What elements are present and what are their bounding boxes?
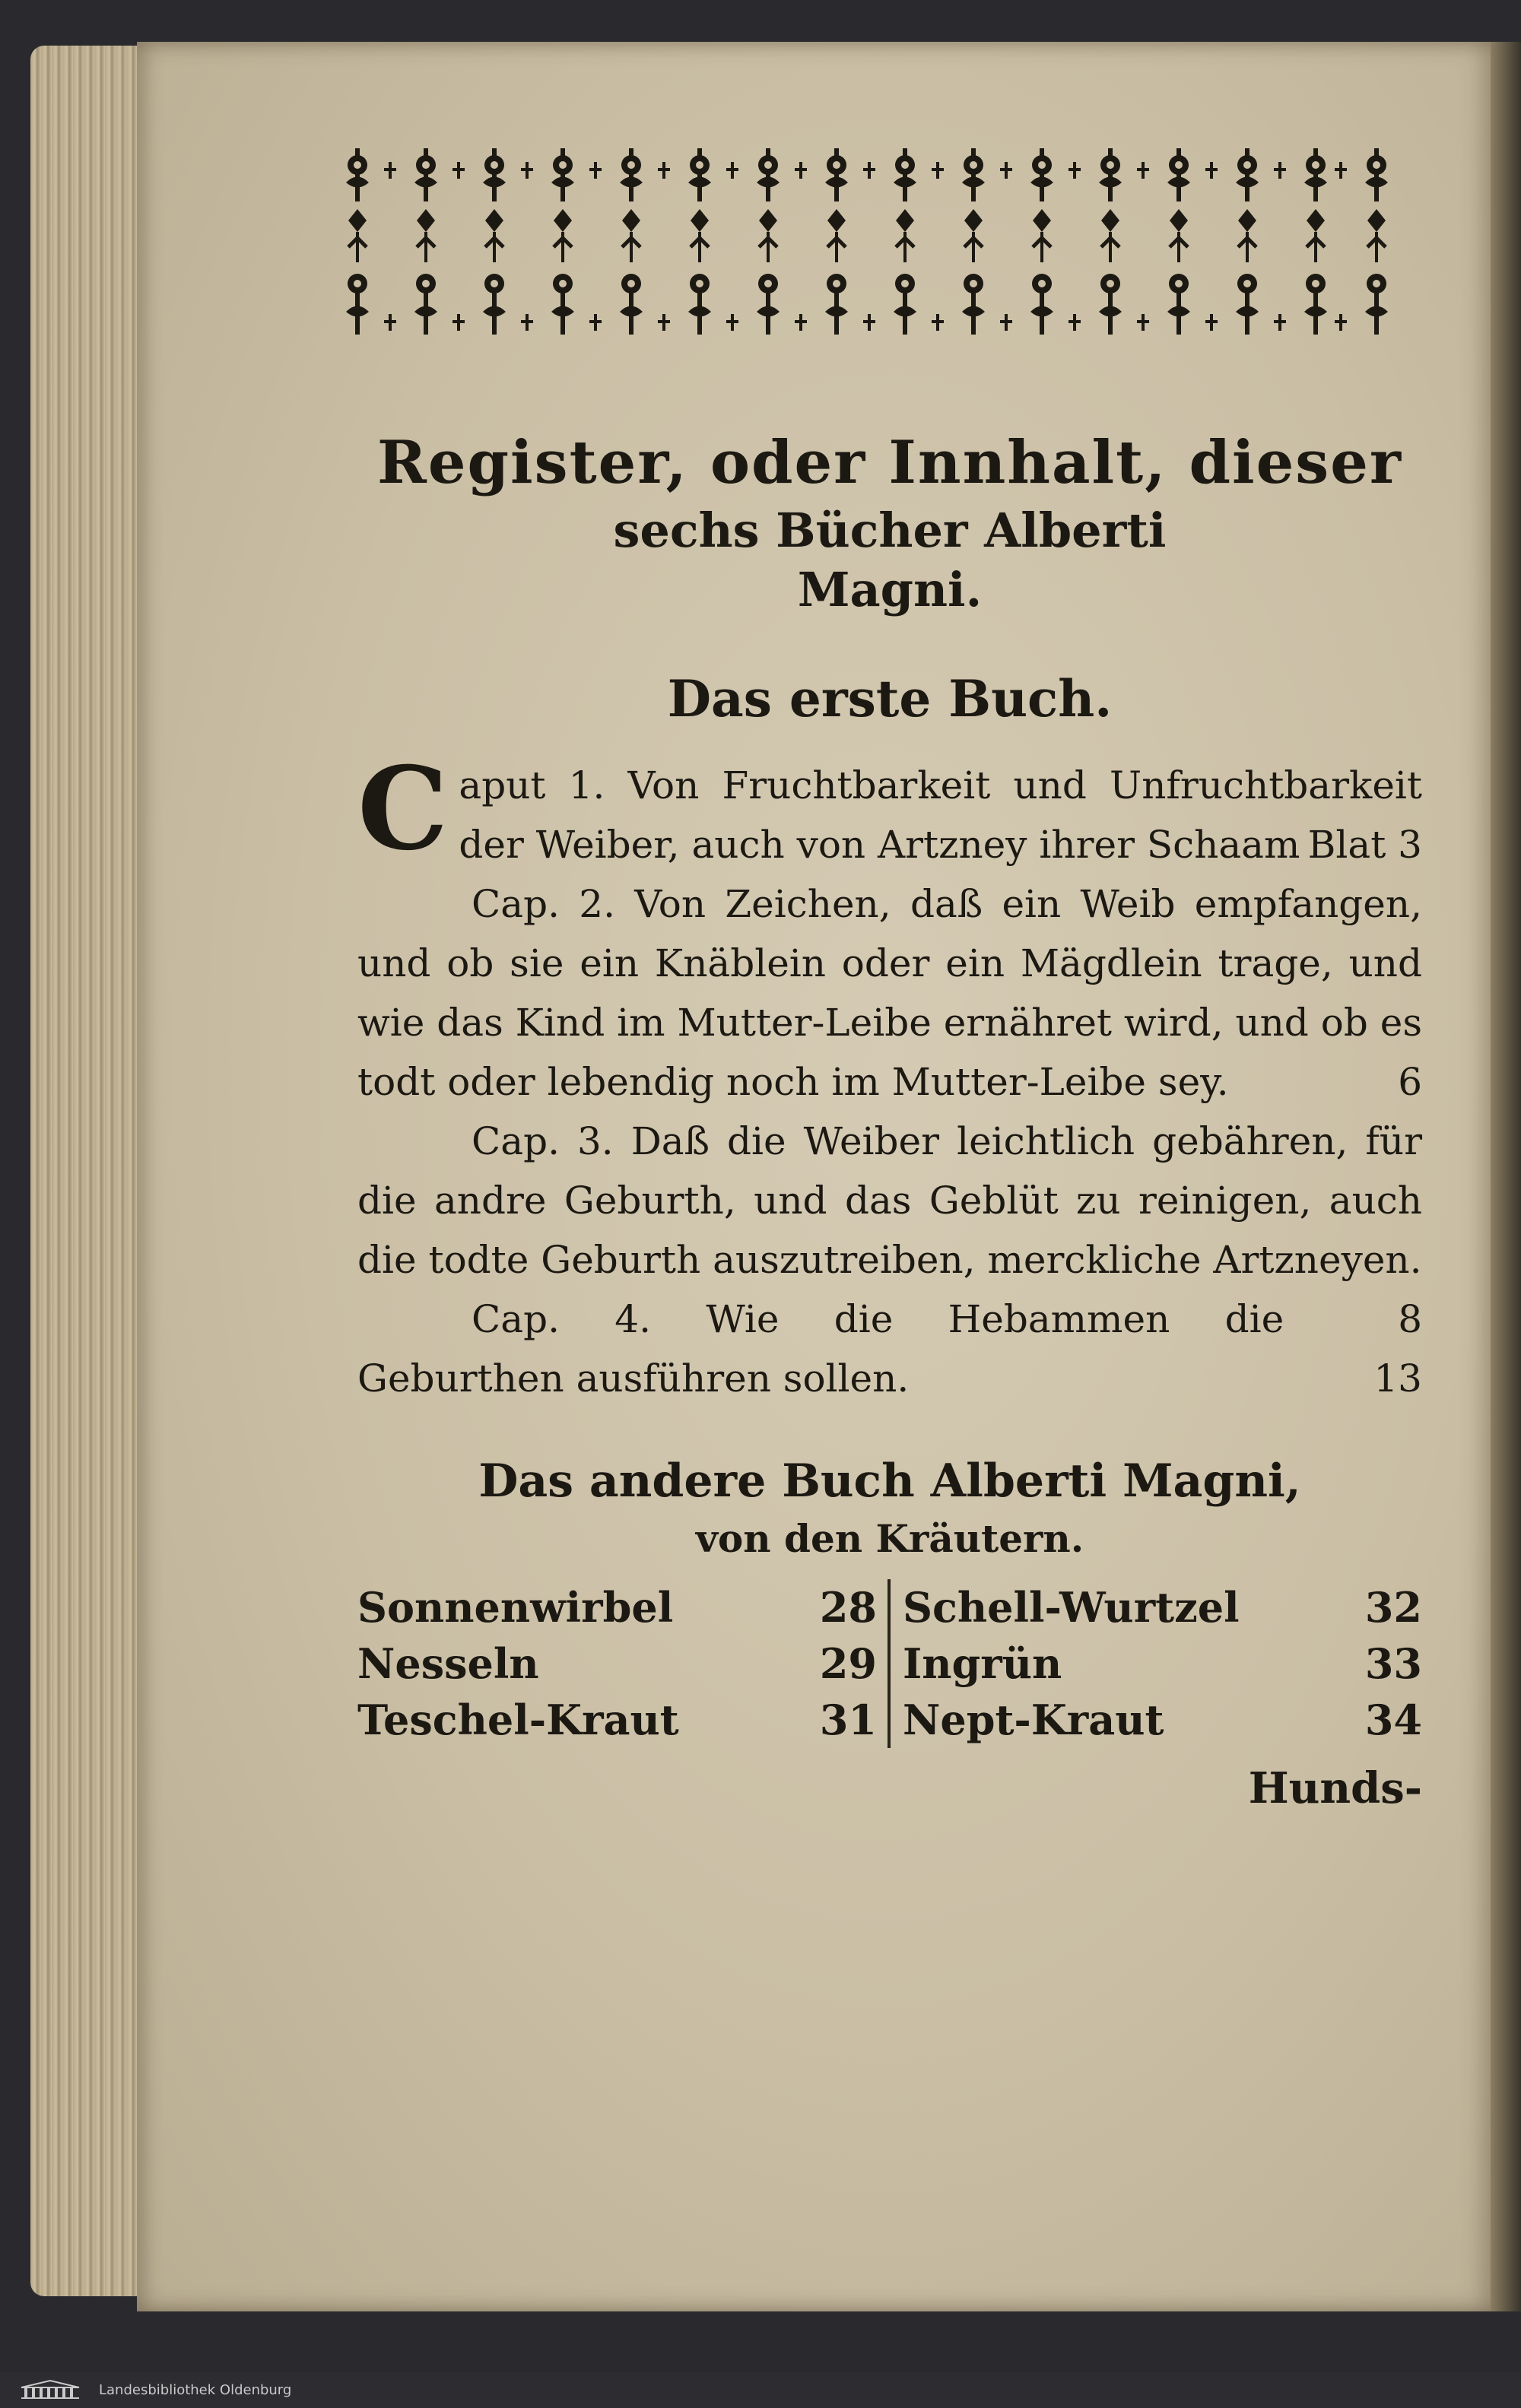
library-name: Landesbibliothek Oldenburg — [99, 2382, 292, 2398]
register-title: Register, oder Innhalt, dieser — [377, 428, 1402, 497]
herb-index — [357, 1579, 1422, 1748]
register-title-line3: Magni. — [797, 562, 983, 617]
herb-page: 29 — [819, 1639, 877, 1688]
chapter-2-entry — [357, 874, 1422, 1112]
chapter-3-page: 8 — [1398, 1297, 1422, 1341]
herb-entry — [903, 1579, 1422, 1635]
herb-page: 33 — [1364, 1639, 1422, 1688]
chapter-1-entry — [357, 742, 1422, 876]
viewer-footer — [0, 2372, 1521, 2408]
book1-heading: Das erste Buch. — [667, 669, 1113, 728]
herb-entry — [357, 1579, 877, 1635]
chapter-4-page: 13 — [1373, 1356, 1422, 1401]
chapter-3-entry — [357, 1112, 1422, 1341]
register-title-line2: sechs Bücher Alberti — [613, 503, 1167, 558]
herb-entry — [357, 1692, 877, 1748]
herb-entry — [357, 1635, 877, 1692]
herb-name: Nept-Kraut — [903, 1696, 1164, 1744]
dropcap-letter: C — [357, 742, 449, 876]
herb-column-left — [357, 1579, 888, 1748]
herb-name: Sonnenwirbel — [357, 1583, 674, 1632]
herb-page: 32 — [1364, 1583, 1422, 1632]
herb-column-right — [888, 1579, 1422, 1748]
herb-name: Schell-Wurtzel — [903, 1583, 1240, 1632]
herb-name: Ingrün — [903, 1639, 1062, 1688]
page-text-block — [357, 426, 1422, 1823]
book2-subheading: von den Kräutern. — [695, 1516, 1084, 1561]
herb-name: Nesseln — [357, 1639, 539, 1688]
herb-entry — [903, 1635, 1422, 1692]
book2-heading: Das andere Buch Alberti Magni, — [478, 1455, 1301, 1508]
chapter-4-entry — [357, 1290, 1422, 1408]
herb-page: 34 — [1364, 1696, 1422, 1744]
catchword: Hunds- — [1248, 1763, 1422, 1813]
library-building-icon — [20, 2380, 81, 2400]
chapter-1-text: aput 1. Von Fruchtbarkeit und Unfruchtbarkeit der Weiber, auch von Artzney ihrer Schaam — [459, 763, 1422, 867]
book-gutter — [1491, 42, 1521, 2311]
herb-entry — [903, 1692, 1422, 1748]
chapter-4-text: Cap. 4. Wie die Hebammen die Geburthen ausführen sollen. — [357, 1297, 1284, 1401]
chapter-2-page: 6 — [1398, 1060, 1422, 1104]
decorative-border-ornament — [346, 148, 1396, 346]
herb-page: 31 — [819, 1696, 877, 1744]
chapter-2-text: Cap. 2. Von Zeichen, daß ein Weib empfangen, und ob sie ein Knäblein oder ein Mägdlein trage, und wie das Kind im Mutter-Leibe ernähret wird, und ob es todt oder lebendig noch im Mutter-Leibe sey. — [357, 882, 1422, 1104]
page-edges — [30, 46, 152, 2296]
chapter-3-text: Cap. 3. Daß die Weiber leichtlich gebähren, für die andre Geburth, und das Geblüt zu reinigen, auch die todte Geburth auszutreiben, merckliche Artzneyen. — [357, 1119, 1422, 1282]
herb-name: Teschel-Kraut — [357, 1696, 679, 1744]
chapter-1-page: Blat 3 — [1307, 823, 1422, 867]
herb-page: 28 — [819, 1583, 877, 1632]
